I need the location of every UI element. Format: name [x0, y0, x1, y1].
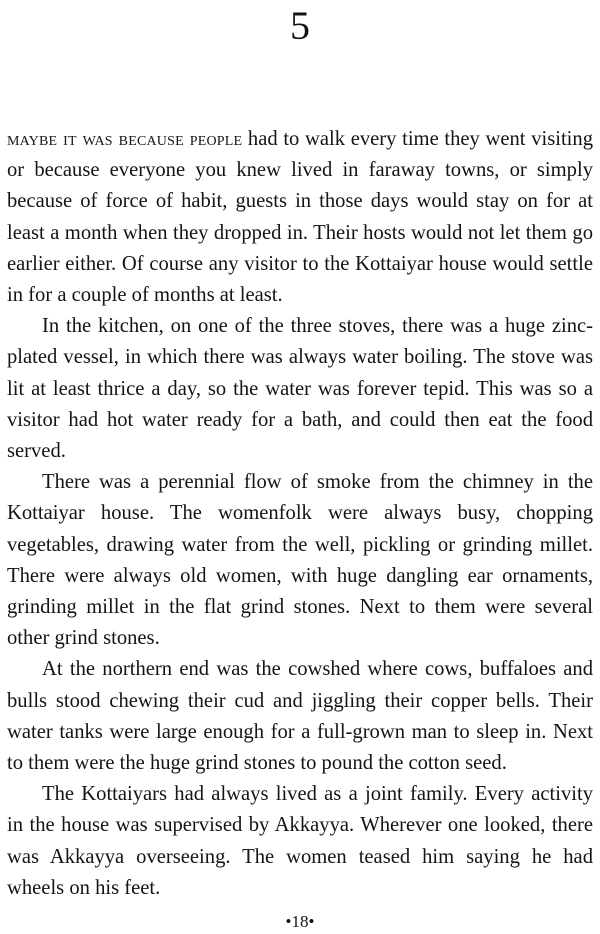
paragraph-5: The Kottaiyars had always lived as a joint family. Every activity in the house was supervised by Akkayya. Wherever one looked, there was Akkayya overseeing. The women teased him saying he had wheels on his feet. — [7, 783, 593, 899]
paragraph-3: There was a perennial flow of smoke from the chimney in the Kottaiyar house. The womenfolk were always busy, chopping vegetables, drawing water from the well, pickling or grinding millet. There were always old women, with huge dangling ear ornaments, grinding millet in the flat grind stones. Next to them were several other grind stones. — [7, 471, 593, 650]
paragraph-2: In the kitchen, on one of the three stoves, there was a huge zinc-plated vessel, in which there was always water boiling. The stove was lit at least thrice a day, so the water was forever tepid. This was so a visitor had hot water ready for a bath, and could then eat the food served. — [7, 315, 593, 463]
paragraph-text: had to walk every time they went visiting or because everyone you knew lived in faraway towns, or simply because of force of habit, guests in those days would stay on for at least a month when they dropped in. Their hosts would not let them go earlier either. Of course any visitor to the Kottaiyar house would settle in for a couple of months at least. — [7, 128, 593, 307]
page-number: •18• — [285, 912, 315, 931]
paragraph-1 — [7, 124, 593, 311]
chapter-body — [7, 124, 593, 904]
chapter-number: 5 — [290, 3, 310, 48]
paragraph-lead-in: maybe it was because people — [7, 128, 243, 150]
paragraph-4: At the northern end was the cowshed where cows, buffaloes and bulls stood chewing their cud and jiggling their copper bells. Their water tanks were large enough for a full-grown man to sleep in. Next to them were the huge grind stones to pound the cotton seed. — [7, 658, 593, 775]
